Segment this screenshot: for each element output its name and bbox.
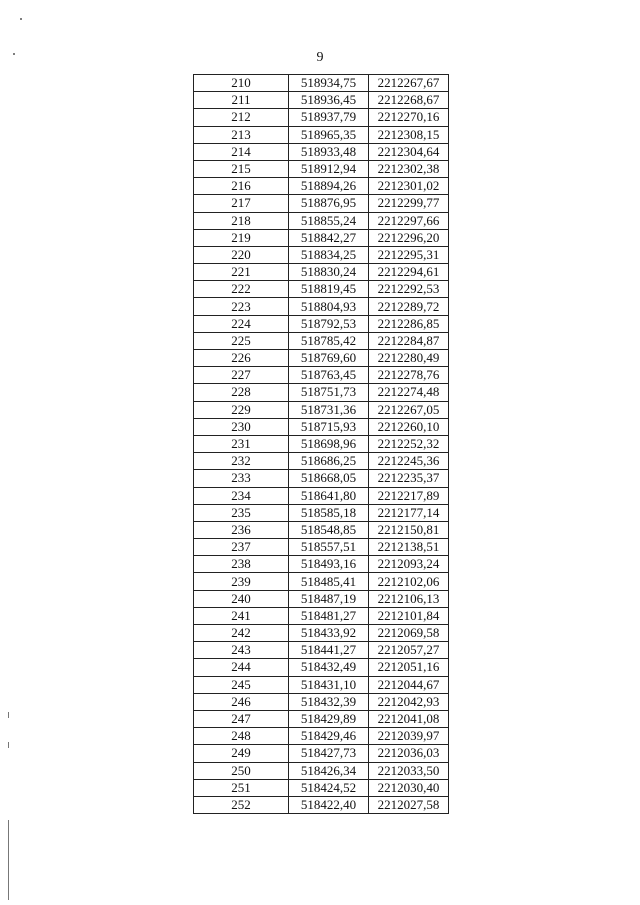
point-number-cell: 221 [194, 264, 289, 281]
table-row [194, 453, 449, 470]
y-coordinate-cell: 2212235,37 [369, 470, 449, 487]
y-coordinate-cell: 2212294,61 [369, 264, 449, 281]
table-row [194, 693, 449, 710]
y-coordinate-cell: 2212304,64 [369, 143, 449, 160]
point-number-cell: 211 [194, 92, 289, 109]
table-row [194, 246, 449, 263]
table-row [194, 779, 449, 796]
point-number-cell: 242 [194, 625, 289, 642]
table-row [194, 92, 449, 109]
y-coordinate-cell: 2212217,89 [369, 487, 449, 504]
table-row [194, 109, 449, 126]
page-number: 9 [316, 50, 324, 65]
point-number-cell: 244 [194, 659, 289, 676]
y-coordinate-cell: 2212042,93 [369, 693, 449, 710]
scan-speck [20, 18, 22, 20]
x-coordinate-cell: 518686,25 [289, 453, 369, 470]
x-coordinate-cell: 518715,93 [289, 418, 369, 435]
point-number-cell: 247 [194, 710, 289, 727]
y-coordinate-cell: 2212102,06 [369, 573, 449, 590]
x-coordinate-cell: 518819,45 [289, 281, 369, 298]
table-row [194, 212, 449, 229]
x-coordinate-cell: 518433,92 [289, 625, 369, 642]
coordinates-table-container [193, 74, 448, 814]
table-row [194, 659, 449, 676]
x-coordinate-cell: 518769,60 [289, 350, 369, 367]
x-coordinate-cell: 518427,73 [289, 745, 369, 762]
table-row [194, 607, 449, 624]
table-row [194, 435, 449, 452]
table-row [194, 796, 449, 813]
x-coordinate-cell: 518487,19 [289, 590, 369, 607]
x-coordinate-cell: 518429,46 [289, 728, 369, 745]
point-number-cell: 238 [194, 556, 289, 573]
y-coordinate-cell: 2212138,51 [369, 539, 449, 556]
y-coordinate-cell: 2212268,67 [369, 92, 449, 109]
table-row [194, 556, 449, 573]
x-coordinate-cell: 518493,16 [289, 556, 369, 573]
table-row [194, 229, 449, 246]
table-row [194, 298, 449, 315]
point-number-cell: 239 [194, 573, 289, 590]
point-number-cell: 236 [194, 521, 289, 538]
table-row [194, 384, 449, 401]
x-coordinate-cell: 518804,93 [289, 298, 369, 315]
y-coordinate-cell: 2212302,38 [369, 160, 449, 177]
scan-margin-mark [8, 820, 9, 900]
y-coordinate-cell: 2212252,32 [369, 435, 449, 452]
point-number-cell: 241 [194, 607, 289, 624]
x-coordinate-cell: 518933,48 [289, 143, 369, 160]
point-number-cell: 216 [194, 178, 289, 195]
table-row [194, 160, 449, 177]
y-coordinate-cell: 2212030,40 [369, 779, 449, 796]
x-coordinate-cell: 518731,36 [289, 401, 369, 418]
x-coordinate-cell: 518937,79 [289, 109, 369, 126]
table-row [194, 590, 449, 607]
y-coordinate-cell: 2212280,49 [369, 350, 449, 367]
table-row [194, 281, 449, 298]
point-number-cell: 213 [194, 126, 289, 143]
y-coordinate-cell: 2212267,05 [369, 401, 449, 418]
y-coordinate-cell: 2212150,81 [369, 521, 449, 538]
point-number-cell: 219 [194, 229, 289, 246]
point-number-cell: 222 [194, 281, 289, 298]
table-row [194, 315, 449, 332]
table-row [194, 521, 449, 538]
x-coordinate-cell: 518936,45 [289, 92, 369, 109]
y-coordinate-cell: 2212295,31 [369, 246, 449, 263]
x-coordinate-cell: 518751,73 [289, 384, 369, 401]
x-coordinate-cell: 518585,18 [289, 504, 369, 521]
x-coordinate-cell: 518485,41 [289, 573, 369, 590]
x-coordinate-cell: 518876,95 [289, 195, 369, 212]
table-row [194, 539, 449, 556]
point-number-cell: 248 [194, 728, 289, 745]
point-number-cell: 240 [194, 590, 289, 607]
point-number-cell: 251 [194, 779, 289, 796]
x-coordinate-cell: 518481,27 [289, 607, 369, 624]
coordinates-table-body [194, 75, 449, 814]
table-row [194, 143, 449, 160]
y-coordinate-cell: 2212286,85 [369, 315, 449, 332]
point-number-cell: 224 [194, 315, 289, 332]
scan-margin-mark [8, 712, 9, 718]
x-coordinate-cell: 518698,96 [289, 435, 369, 452]
table-row [194, 195, 449, 212]
y-coordinate-cell: 2212284,87 [369, 332, 449, 349]
point-number-cell: 217 [194, 195, 289, 212]
y-coordinate-cell: 2212292,53 [369, 281, 449, 298]
table-row [194, 126, 449, 143]
x-coordinate-cell: 518894,26 [289, 178, 369, 195]
point-number-cell: 212 [194, 109, 289, 126]
table-row [194, 418, 449, 435]
point-number-cell: 231 [194, 435, 289, 452]
point-number-cell: 249 [194, 745, 289, 762]
y-coordinate-cell: 2212274,48 [369, 384, 449, 401]
point-number-cell: 228 [194, 384, 289, 401]
table-row [194, 350, 449, 367]
point-number-cell: 235 [194, 504, 289, 521]
y-coordinate-cell: 2212027,58 [369, 796, 449, 813]
point-number-cell: 215 [194, 160, 289, 177]
point-number-cell: 237 [194, 539, 289, 556]
x-coordinate-cell: 518432,39 [289, 693, 369, 710]
table-row [194, 625, 449, 642]
x-coordinate-cell: 518830,24 [289, 264, 369, 281]
point-number-cell: 229 [194, 401, 289, 418]
point-number-cell: 223 [194, 298, 289, 315]
y-coordinate-cell: 2212245,36 [369, 453, 449, 470]
y-coordinate-cell: 2212033,50 [369, 762, 449, 779]
table-row [194, 642, 449, 659]
point-number-cell: 230 [194, 418, 289, 435]
scan-margin-mark [8, 742, 9, 748]
y-coordinate-cell: 2212057,27 [369, 642, 449, 659]
y-coordinate-cell: 2212260,10 [369, 418, 449, 435]
x-coordinate-cell: 518934,75 [289, 75, 369, 92]
y-coordinate-cell: 2212299,77 [369, 195, 449, 212]
x-coordinate-cell: 518912,94 [289, 160, 369, 177]
point-number-cell: 210 [194, 75, 289, 92]
x-coordinate-cell: 518842,27 [289, 229, 369, 246]
point-number-cell: 227 [194, 367, 289, 384]
x-coordinate-cell: 518429,89 [289, 710, 369, 727]
table-row [194, 264, 449, 281]
table-row [194, 573, 449, 590]
point-number-cell: 225 [194, 332, 289, 349]
point-number-cell: 250 [194, 762, 289, 779]
x-coordinate-cell: 518426,34 [289, 762, 369, 779]
table-row [194, 178, 449, 195]
y-coordinate-cell: 2212267,67 [369, 75, 449, 92]
x-coordinate-cell: 518834,25 [289, 246, 369, 263]
y-coordinate-cell: 2212278,76 [369, 367, 449, 384]
y-coordinate-cell: 2212101,84 [369, 607, 449, 624]
y-coordinate-cell: 2212039,97 [369, 728, 449, 745]
point-number-cell: 243 [194, 642, 289, 659]
table-row [194, 728, 449, 745]
x-coordinate-cell: 518668,05 [289, 470, 369, 487]
y-coordinate-cell: 2212308,15 [369, 126, 449, 143]
table-row [194, 401, 449, 418]
table-row [194, 470, 449, 487]
table-row [194, 75, 449, 92]
table-row [194, 762, 449, 779]
table-row [194, 487, 449, 504]
point-number-cell: 252 [194, 796, 289, 813]
y-coordinate-cell: 2212069,58 [369, 625, 449, 642]
y-coordinate-cell: 2212093,24 [369, 556, 449, 573]
y-coordinate-cell: 2212289,72 [369, 298, 449, 315]
x-coordinate-cell: 518763,45 [289, 367, 369, 384]
point-number-cell: 214 [194, 143, 289, 160]
y-coordinate-cell: 2212301,02 [369, 178, 449, 195]
table-row [194, 504, 449, 521]
x-coordinate-cell: 518557,51 [289, 539, 369, 556]
x-coordinate-cell: 518641,80 [289, 487, 369, 504]
table-row [194, 367, 449, 384]
point-number-cell: 246 [194, 693, 289, 710]
point-number-cell: 232 [194, 453, 289, 470]
x-coordinate-cell: 518548,85 [289, 521, 369, 538]
x-coordinate-cell: 518431,10 [289, 676, 369, 693]
coordinates-table [193, 74, 449, 814]
table-row [194, 332, 449, 349]
scan-speck [13, 53, 15, 55]
point-number-cell: 220 [194, 246, 289, 263]
y-coordinate-cell: 2212296,20 [369, 229, 449, 246]
x-coordinate-cell: 518432,49 [289, 659, 369, 676]
point-number-cell: 226 [194, 350, 289, 367]
y-coordinate-cell: 2212270,16 [369, 109, 449, 126]
point-number-cell: 233 [194, 470, 289, 487]
x-coordinate-cell: 518422,40 [289, 796, 369, 813]
y-coordinate-cell: 2212041,08 [369, 710, 449, 727]
y-coordinate-cell: 2212036,03 [369, 745, 449, 762]
y-coordinate-cell: 2212177,14 [369, 504, 449, 521]
y-coordinate-cell: 2212044,67 [369, 676, 449, 693]
table-row [194, 676, 449, 693]
x-coordinate-cell: 518855,24 [289, 212, 369, 229]
point-number-cell: 218 [194, 212, 289, 229]
table-row [194, 745, 449, 762]
x-coordinate-cell: 518965,35 [289, 126, 369, 143]
table-row [194, 710, 449, 727]
x-coordinate-cell: 518792,53 [289, 315, 369, 332]
x-coordinate-cell: 518785,42 [289, 332, 369, 349]
x-coordinate-cell: 518424,52 [289, 779, 369, 796]
y-coordinate-cell: 2212051,16 [369, 659, 449, 676]
point-number-cell: 234 [194, 487, 289, 504]
x-coordinate-cell: 518441,27 [289, 642, 369, 659]
point-number-cell: 245 [194, 676, 289, 693]
y-coordinate-cell: 2212297,66 [369, 212, 449, 229]
y-coordinate-cell: 2212106,13 [369, 590, 449, 607]
